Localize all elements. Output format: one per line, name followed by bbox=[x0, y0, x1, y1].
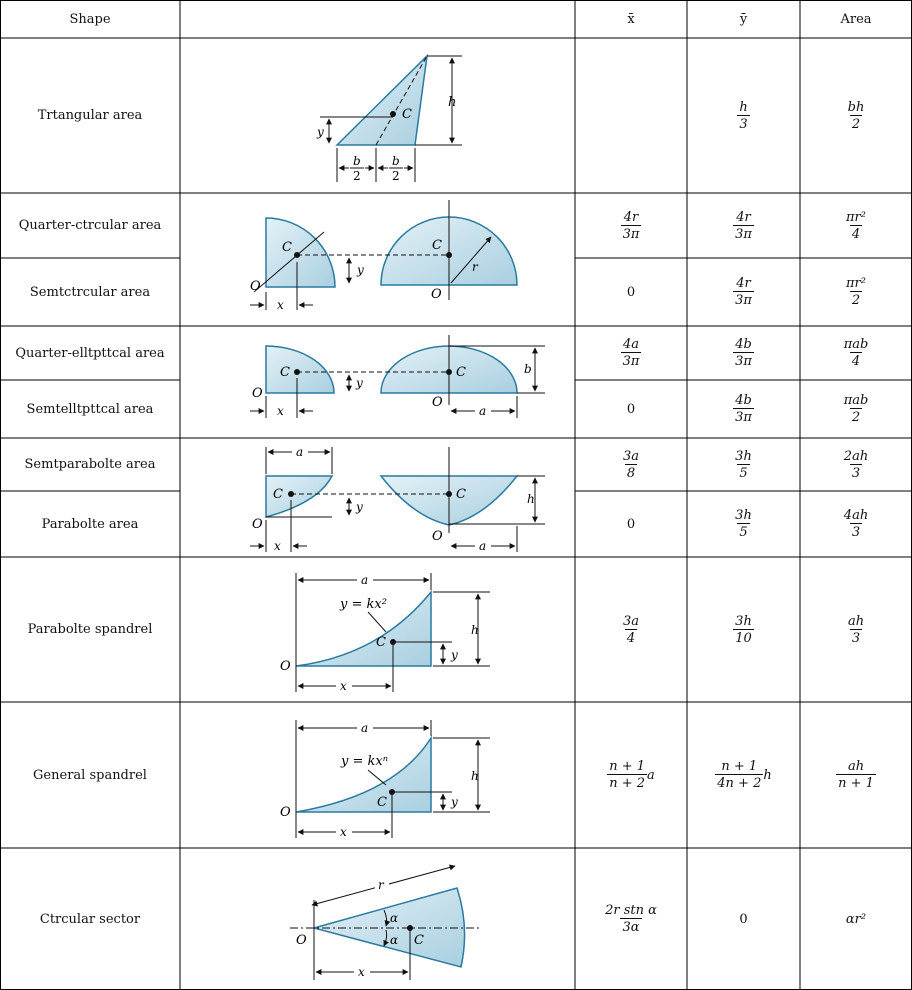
shape-name: Ctrcular sector bbox=[39, 911, 141, 927]
numerator: 3h bbox=[735, 613, 752, 629]
label-a: a bbox=[479, 539, 487, 553]
label-c: C bbox=[414, 933, 424, 948]
numerator: 3a bbox=[622, 448, 640, 464]
label-xbar: x bbox=[274, 539, 281, 553]
label-o: O bbox=[250, 279, 261, 294]
numerator: 4b bbox=[735, 337, 752, 352]
numerator: 4r bbox=[623, 209, 639, 225]
label-o: O bbox=[296, 933, 307, 948]
shape-name: General spandrel bbox=[33, 767, 147, 783]
shape-name: Semtelltpttcal area bbox=[26, 401, 154, 417]
label-c: C bbox=[432, 238, 442, 253]
denominator: 4n + 2 bbox=[717, 776, 762, 791]
denominator: 3 bbox=[739, 116, 748, 132]
label-o: O bbox=[432, 529, 443, 544]
label-ybar: y bbox=[451, 795, 458, 809]
numerator: h bbox=[739, 99, 748, 115]
denominator: 4 bbox=[626, 630, 636, 646]
denominator: 8 bbox=[626, 465, 636, 481]
numerator: 4r bbox=[736, 209, 751, 225]
label-b: b bbox=[353, 154, 361, 168]
parabolic-spandrel-figure bbox=[280, 573, 490, 693]
label-o: O bbox=[432, 395, 443, 410]
label-b: b bbox=[524, 362, 532, 376]
label-h: h bbox=[527, 492, 535, 506]
denominator: 10 bbox=[735, 630, 752, 646]
label-a: a bbox=[361, 573, 369, 587]
numerator: ah bbox=[847, 613, 865, 629]
denominator: 5 bbox=[739, 525, 748, 540]
label-a: a bbox=[479, 404, 487, 418]
plain-value: αr² bbox=[845, 911, 867, 927]
label-r: r bbox=[472, 260, 478, 274]
numerator: 3h bbox=[735, 448, 752, 464]
label-xbar: x bbox=[358, 965, 365, 979]
header-shape: Shape bbox=[69, 11, 111, 27]
label-h: h bbox=[471, 769, 479, 783]
denominator: 2 bbox=[851, 410, 861, 425]
denominator: 3π bbox=[735, 226, 752, 242]
label-alpha: α bbox=[390, 933, 399, 947]
label-c: C bbox=[456, 365, 466, 380]
denominator: 3π bbox=[622, 226, 640, 242]
numerator: 4b bbox=[735, 393, 752, 408]
shape-name: Semtparabolte area bbox=[24, 457, 156, 472]
header-area: Area bbox=[840, 11, 872, 27]
denominator: 3 bbox=[851, 525, 861, 540]
label-xbar: x bbox=[277, 404, 284, 418]
label-c: C bbox=[273, 487, 283, 502]
numerator: n + 1 bbox=[721, 759, 758, 774]
label-xbar: x bbox=[340, 825, 347, 839]
label-c: C bbox=[402, 107, 412, 122]
circle-figure bbox=[250, 200, 517, 312]
label-o: O bbox=[431, 287, 442, 302]
denominator: 3α bbox=[622, 920, 640, 935]
label-ybar: y bbox=[317, 125, 324, 139]
denominator: 3π bbox=[735, 410, 752, 425]
numerator: ah bbox=[847, 759, 865, 774]
label-o: O bbox=[280, 659, 291, 674]
label-b: b bbox=[392, 154, 400, 168]
label-c: C bbox=[282, 240, 292, 255]
label-ybar: y bbox=[356, 500, 363, 514]
shape-name: Semtctrcular area bbox=[29, 284, 151, 300]
denominator: n + 1 bbox=[838, 776, 874, 791]
plain-value: 0 bbox=[626, 516, 636, 532]
denominator: 2 bbox=[851, 293, 861, 308]
label-eq: y = kx² bbox=[340, 597, 387, 612]
label-two: 2 bbox=[392, 169, 400, 183]
general-spandrel-figure bbox=[280, 720, 490, 839]
multiplier: a bbox=[647, 767, 655, 783]
numerator: 4a bbox=[622, 337, 639, 352]
shape-name: Parabolte spandrel bbox=[27, 622, 153, 637]
ellipse-figure bbox=[250, 335, 545, 418]
label-h: h bbox=[471, 623, 479, 637]
denominator: 5 bbox=[739, 465, 748, 481]
label-xbar: x bbox=[340, 679, 347, 693]
label-a: a bbox=[361, 721, 369, 735]
triangle-figure bbox=[316, 56, 462, 183]
numerator: πr² bbox=[846, 276, 866, 291]
label-a: a bbox=[296, 445, 304, 459]
label-ybar: y bbox=[357, 263, 364, 277]
denominator: 3 bbox=[851, 630, 861, 646]
label-c: C bbox=[280, 365, 290, 380]
denominator: 3π bbox=[735, 293, 752, 308]
numerator: 4r bbox=[736, 276, 751, 291]
numerator: 3h bbox=[735, 508, 752, 523]
denominator: 4 bbox=[851, 354, 861, 369]
parabola-figure bbox=[250, 445, 545, 553]
plain-value: 0 bbox=[739, 911, 748, 927]
denominator: n + 2 bbox=[609, 776, 646, 791]
label-h: h bbox=[448, 95, 457, 110]
sector-figure bbox=[290, 866, 480, 980]
label-eq: y = kxⁿ bbox=[341, 754, 388, 769]
numerator: πab bbox=[843, 337, 869, 352]
multiplier: h bbox=[763, 767, 772, 783]
numerator: πab bbox=[843, 393, 869, 408]
label-c: C bbox=[376, 635, 386, 650]
numerator: bh bbox=[847, 99, 865, 115]
plain-value: 0 bbox=[626, 284, 636, 300]
denominator: 3 bbox=[851, 465, 861, 481]
label-r: r bbox=[378, 878, 384, 892]
header-xbar: x̄ bbox=[627, 11, 635, 27]
denominator: 3π bbox=[735, 354, 752, 369]
label-o: O bbox=[280, 805, 291, 820]
label-c: C bbox=[377, 795, 387, 810]
label-c: C bbox=[456, 487, 466, 502]
label-alpha: α bbox=[390, 911, 399, 925]
numerator: 4ah bbox=[843, 508, 869, 523]
denominator: 3π bbox=[622, 354, 640, 369]
label-ybar: y bbox=[356, 376, 363, 390]
shape-name: Trtangular area bbox=[37, 108, 143, 123]
header-ybar: ȳ bbox=[739, 11, 748, 27]
shape-name: Quarter-elltpttcal area bbox=[15, 345, 165, 361]
label-ybar: y bbox=[451, 648, 458, 662]
label-two: 2 bbox=[353, 169, 361, 183]
label-o: O bbox=[252, 517, 263, 532]
shape-name: Quarter-ctrcular area bbox=[18, 218, 162, 233]
plain-value: 0 bbox=[626, 401, 636, 417]
numerator: 3a bbox=[622, 613, 640, 629]
numerator: 2r stn α bbox=[605, 903, 657, 918]
denominator: 4 bbox=[851, 226, 861, 242]
numerator: 2ah bbox=[843, 448, 869, 464]
label-o: O bbox=[252, 386, 263, 401]
shape-name: Parabolte area bbox=[41, 516, 139, 532]
label-xbar: x bbox=[277, 298, 284, 312]
numerator: n + 1 bbox=[609, 759, 646, 774]
denominator: 2 bbox=[851, 116, 861, 132]
numerator: πr² bbox=[846, 209, 866, 225]
